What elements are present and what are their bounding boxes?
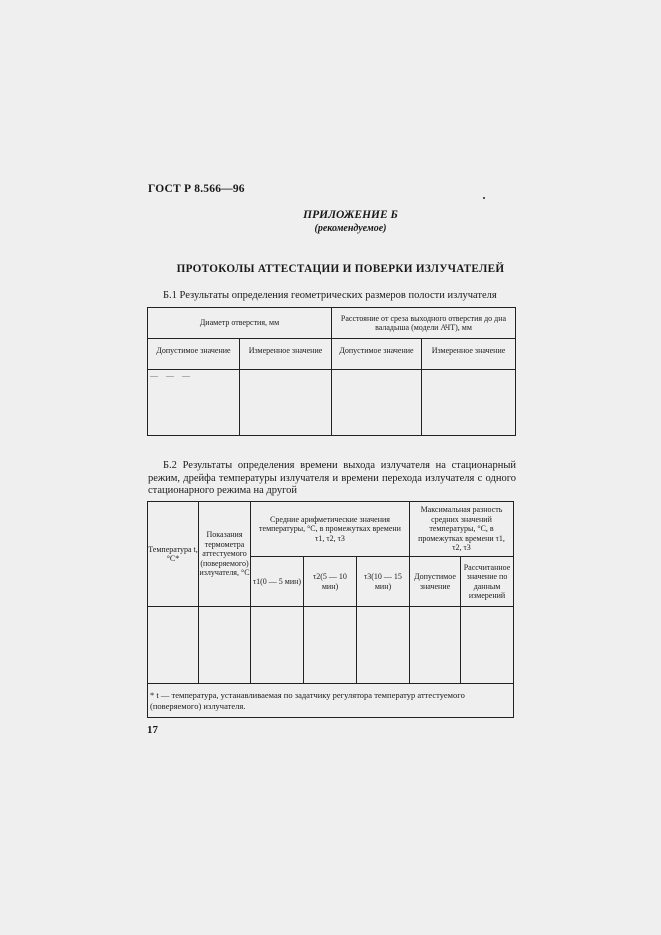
table-cell (251, 607, 304, 684)
table-cell (461, 607, 514, 684)
table-footnote: * t — температура, устанавливаемая по задатчику регулятора температур аттестуемого (поверяемого) излучателя. (150, 690, 465, 711)
col-tau3: τ3(10 — 15 мин) (357, 557, 410, 607)
col-tau2: τ2(5 — 10 мин) (304, 557, 357, 607)
table-cell (199, 607, 251, 684)
appendix-title: ПРИЛОЖЕНИЕ Б (303, 209, 398, 221)
table-cell (240, 370, 332, 436)
page-number: 17 (147, 724, 158, 736)
table-cell (410, 607, 461, 684)
header-diameter: Диаметр отверстия, мм (148, 308, 332, 339)
col-tau1: τ1(0 — 5 мин) (251, 557, 304, 607)
col-thermometer: Показания термометра аттестуемого (поверяемого) излучателя, °С (199, 502, 251, 607)
geometry-table (147, 307, 516, 436)
scan-speck (483, 197, 485, 199)
header-mean-values: Средние арифметические значения температуры, °С, в промежутках времени τ1, τ2, τ3 (251, 502, 410, 557)
col-allowed-1: Допустимое значение (148, 339, 240, 370)
col-measured-2: Измеренное значение (422, 339, 516, 370)
table-cell (422, 370, 516, 436)
col-temperature: Температура t, °С* (148, 502, 199, 607)
section-b1-caption: Б.1 Результаты определения геометрических размеров полости излучателя (163, 290, 497, 301)
header-max-difference: Максимальная разность средних значений температуры, °С, в промежутках времени τ1, τ2, τ3 (410, 502, 514, 557)
col-allowed: Допустимое значение (410, 557, 461, 607)
main-title: ПРОТОКОЛЫ АТТЕСТАЦИИ И ПОВЕРКИ ИЗЛУЧАТЕЛЕЙ (176, 263, 505, 275)
table-cell (304, 607, 357, 684)
table-cell (148, 607, 199, 684)
col-calculated: Рассчитанное значение по данным измерений (461, 557, 514, 607)
table-cell (332, 370, 422, 436)
standard-number: ГОСТ Р 8.566—96 (148, 183, 245, 195)
header-distance: Расстояние от среза выходного отверстия до дна валадыша (модели АЧТ), мм (332, 308, 516, 339)
table-cell (357, 607, 410, 684)
appendix-status: (рекомендуемое) (314, 223, 387, 234)
section-b2-caption: Б.2 Результаты определения времени выхода излучателя на стационарный режим, дрейфа температуры излучателя и времени перехода излучателя с одного стационарного режима на другой (148, 460, 516, 496)
stability-table (147, 501, 514, 718)
col-allowed-2: Допустимое значение (332, 339, 422, 370)
col-measured-1: Измеренное значение (240, 339, 332, 370)
dash-mark: — — — (150, 371, 193, 380)
